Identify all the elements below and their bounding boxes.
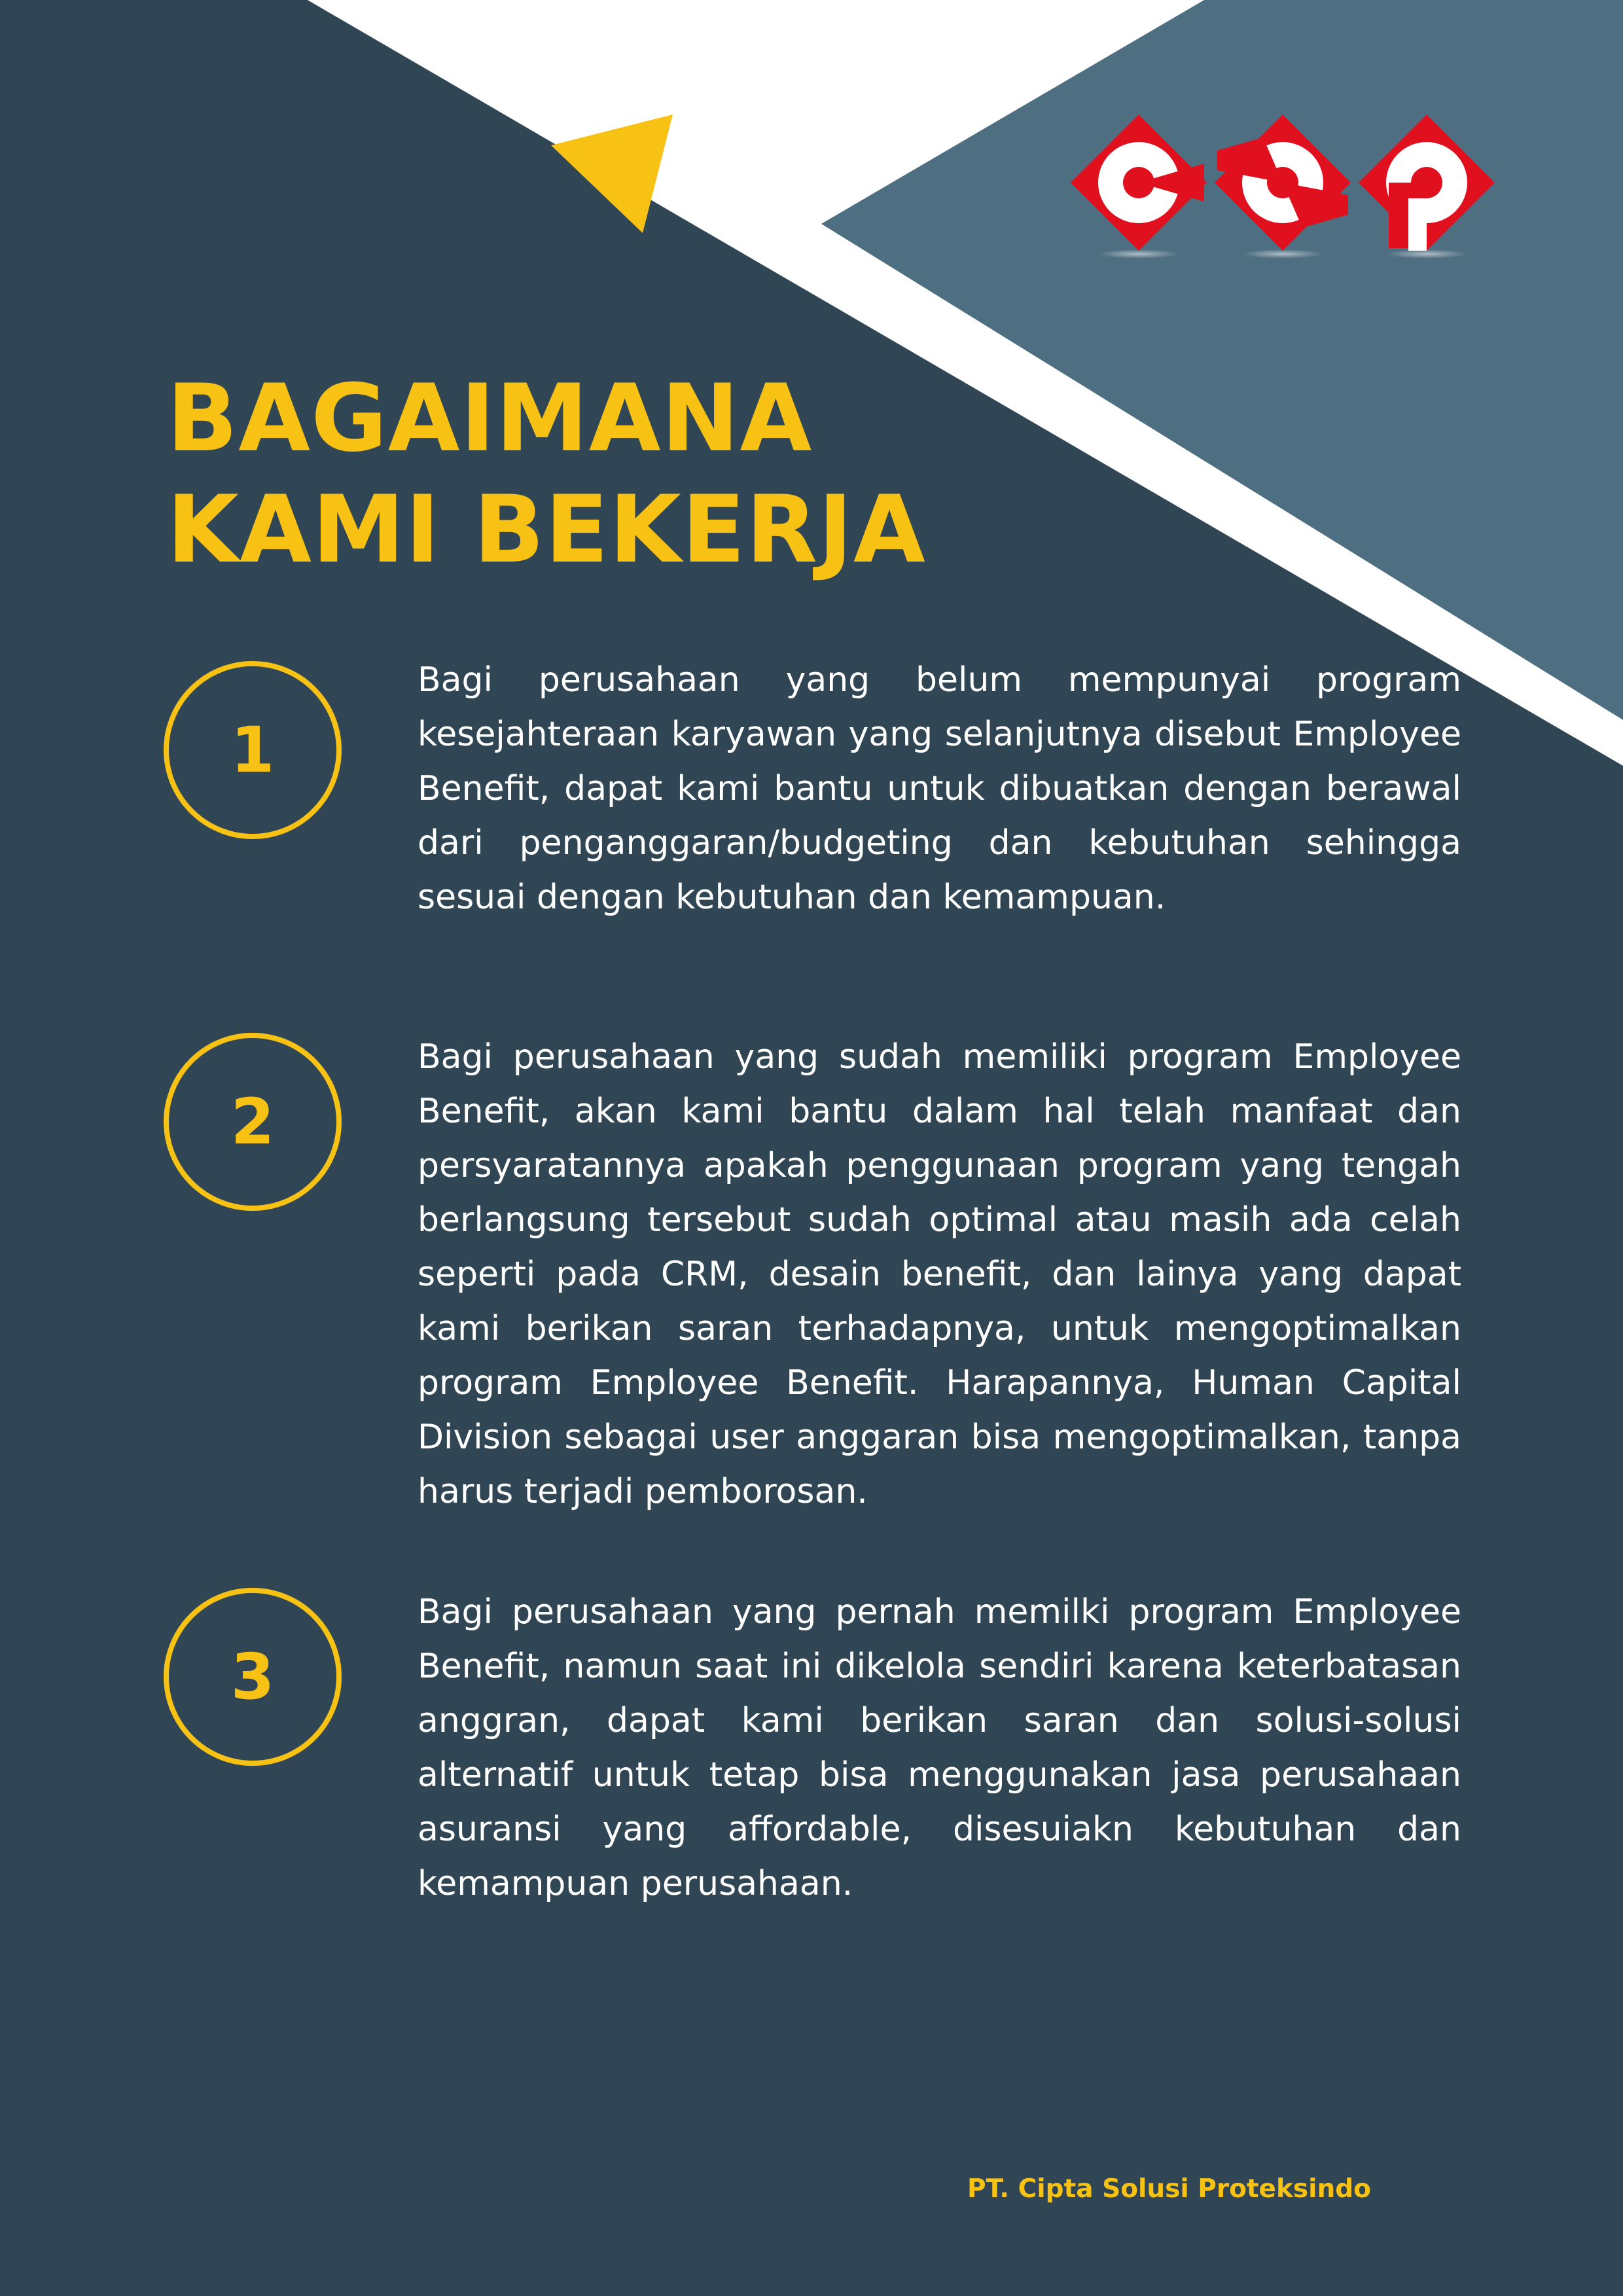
- logo-p-icon: [1359, 115, 1495, 259]
- page-title: [167, 363, 926, 586]
- logo-s-icon: [1215, 115, 1351, 259]
- title-line-2: KAMI BEKERJA: [167, 476, 926, 584]
- logo-c-icon: [1071, 115, 1207, 259]
- step-number-badge: 3: [164, 1588, 342, 1766]
- footer-company: PT. Cipta Solusi Proteksindo: [967, 2174, 1371, 2204]
- step-number-badge: 1: [164, 661, 342, 839]
- step-text: Bagi perusahaan yang sudah memiliki program Employee Benefit, akan kami bantu dalam hal telah manfaat dan persyaratannya apakah penggunaan program yang tengah berlangsung tersebut sudah optimal atau masih ada celah seperti pada CRM, desain benefit, dan lainya yang dapat kami berikan saran terhadapnya, untuk mengoptimalkan program Employee Benefit. Harapannya, Human Capital Division sebagai user anggaran bisa mengoptimalkan, tanpa harus terjadi pemborosan.: [418, 1037, 1461, 1511]
- title-line-1: BAGAIMANA: [167, 365, 813, 473]
- step-text: Bagi perusahaan yang belum mempunyai program kesejahteraan karyawan yang selanjutnya disebut Employee Benefit, dapat kami bantu untuk dibuatkan dengan berawal dari penganggaran/budgeting dan kebutuhan sehingga sesuai dengan kebutuhan dan kemampuan.: [418, 660, 1461, 917]
- step-number-badge: 2: [164, 1033, 342, 1211]
- step-text: Bagi perusahaan yang pernah memilki program Employee Benefit, namun saat ini dikelola sendiri karena keterbatasan anggran, dapat kami berikan saran dan solusi-solusi alternatif untuk tetap bisa menggunakan jasa perusahaan asuransi yang affordable, disesuiakn kebutuhan dan kemampuan perusahaan.: [418, 1592, 1461, 1903]
- csp-logo: [1067, 105, 1499, 262]
